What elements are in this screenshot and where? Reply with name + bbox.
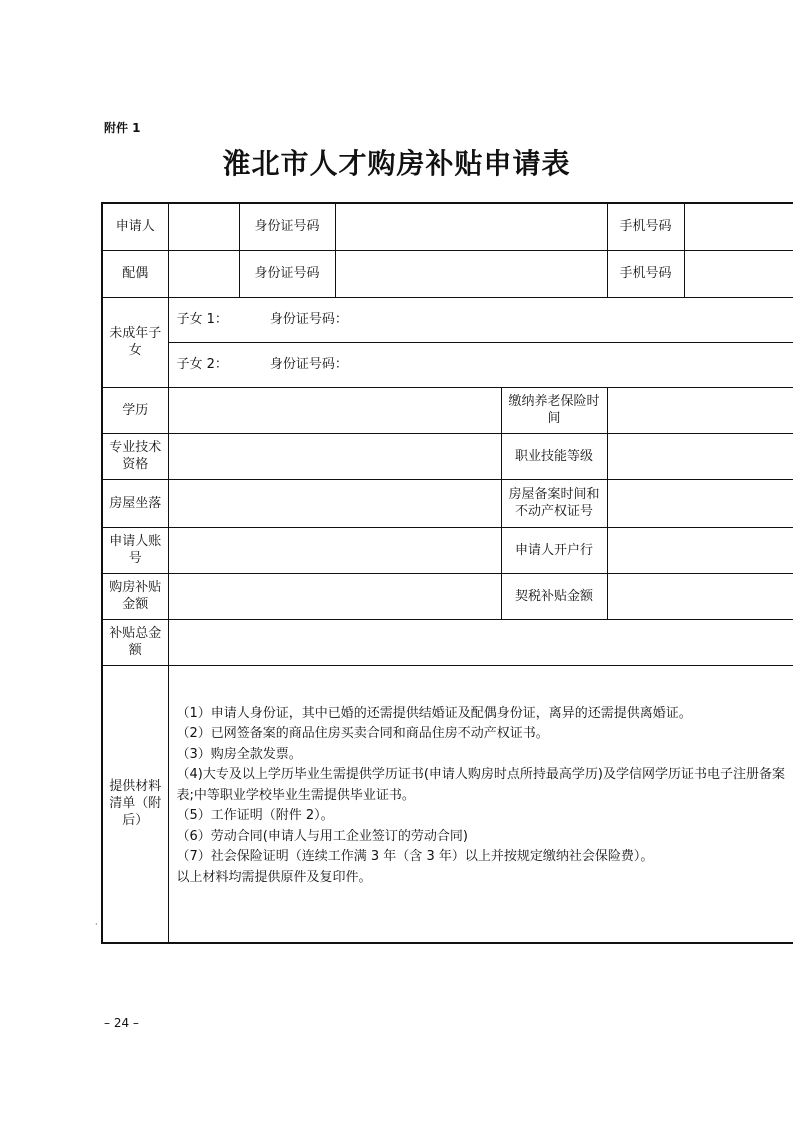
purchase-subsidy-field[interactable] (168, 573, 501, 619)
deed-tax-subsidy-field[interactable] (607, 573, 793, 619)
material-item: （7）社会保险证明（连续工作满 3 年（含 3 年）以上并按规定缴纳社会保险费）。 (176, 849, 654, 864)
skill-level-label: 职业技能等级 (501, 433, 607, 479)
stray-dot: · (95, 920, 98, 929)
pension-time-field[interactable] (607, 387, 793, 433)
material-item: （6）劳动合同(申请人与用工企业签订的劳动合同) (176, 828, 468, 844)
applicant-id-label: 身份证号码 (239, 203, 335, 250)
skill-level-field[interactable] (607, 433, 793, 479)
house-filing-field[interactable] (607, 479, 793, 527)
material-item: （5）工作证明（附件 2）。 (176, 808, 334, 823)
purchase-subsidy-label: 购房补贴金额 (102, 573, 168, 619)
attachment-label: 附件 1 (104, 121, 141, 135)
applicant-bank-field[interactable] (607, 527, 793, 573)
minor-children-label (102, 297, 168, 387)
spouse-id-label: 身份证号码 (239, 250, 335, 297)
applicant-phone-field[interactable] (684, 203, 793, 250)
applicant-name-field[interactable] (168, 203, 239, 250)
child-1-field[interactable] (168, 297, 793, 342)
child-2-field[interactable] (168, 342, 793, 387)
materials-label: 提供材料清单（附后） (102, 665, 168, 943)
child-2-label: 子女 2： (176, 357, 228, 372)
applicant-account-label: 申请人账号 (102, 527, 168, 573)
applicant-bank-label: 申请人开户行 (501, 527, 607, 573)
application-form-grid (101, 202, 793, 944)
minor-children-text: 未成年子女 (109, 326, 162, 358)
applicant-phone-label: 手机号码 (607, 203, 684, 250)
page-title: 淮北市人才购房补贴申请表 (222, 147, 571, 180)
education-field[interactable] (168, 387, 501, 433)
child-2-id-label: 身份证号码： (269, 357, 348, 372)
house-location-field[interactable] (168, 479, 501, 527)
material-item: （3）购房全款发票。 (176, 746, 302, 762)
house-filing-label: 房屋备案时间和不动产权证号 (501, 479, 607, 527)
material-item: （1）申请人身份证，其中已婚的还需提供结婚证及配偶身份证，离异的还需提供离婚证。 (176, 705, 692, 721)
page-number: – 24 – (104, 1016, 139, 1030)
spouse-name-field[interactable] (168, 250, 239, 297)
spouse-phone-field[interactable] (684, 250, 793, 297)
spouse-phone-label: 手机号码 (607, 250, 684, 297)
professional-qualification-label: 专业技术资格 (102, 433, 168, 479)
total-subsidy-label: 补贴总金额 (102, 619, 168, 665)
material-item: （2）已网签备案的商品住房买卖合同和商品住房不动产权证书。 (176, 726, 549, 741)
child-1-label: 子女 1： (176, 312, 228, 327)
applicant-label: 申请人 (102, 203, 168, 250)
deed-tax-subsidy-label: 契税补贴金额 (501, 573, 607, 619)
total-subsidy-field[interactable] (168, 619, 793, 665)
materials-list (168, 665, 793, 943)
professional-qualification-field[interactable] (168, 433, 501, 479)
child-1-id-label: 身份证号码： (269, 312, 348, 327)
pension-time-label: 缴纳养老保险时间 (501, 387, 607, 433)
spouse-id-field[interactable] (335, 250, 607, 297)
applicant-id-field[interactable] (335, 203, 607, 250)
house-location-label: 房屋坐落 (102, 479, 168, 527)
education-label: 学历 (102, 387, 168, 433)
material-item: （4)大专及以上学历毕业生需提供学历证书(申请人购房时点所持最高学历)及学信网学历证书电子注册备案表;中等职业学校毕业生需提供毕业证书。 (176, 767, 785, 803)
material-item: 以上材料均需提供原件及复印件。 (176, 869, 372, 885)
spouse-label: 配偶 (102, 250, 168, 297)
applicant-account-field[interactable] (168, 527, 501, 573)
